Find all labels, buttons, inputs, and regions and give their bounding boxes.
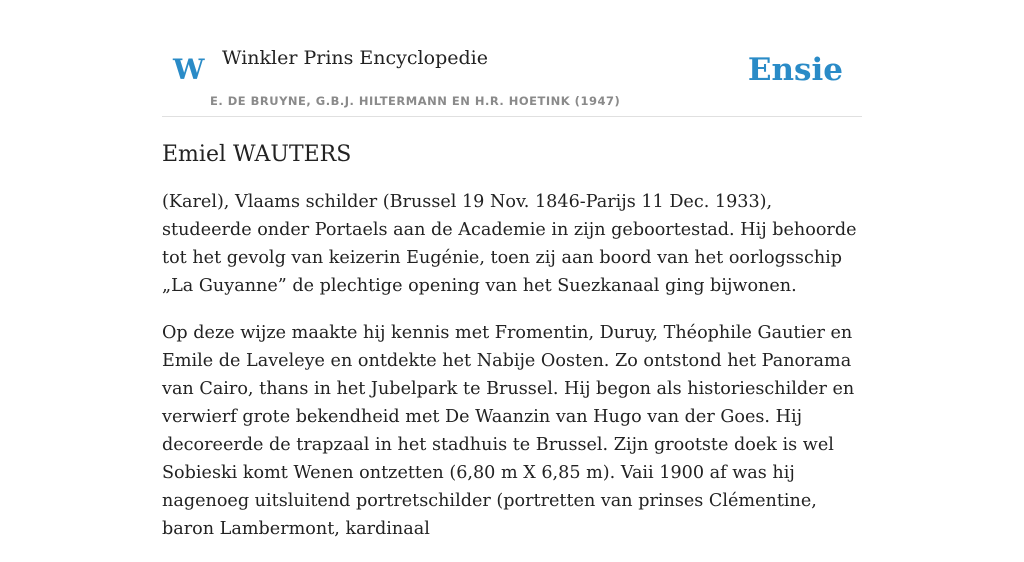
site-header (162, 0, 862, 117)
article-paragraph: (Karel), Vlaams schilder (Brussel 19 Nov. 1846-Parijs 11 Dec. 1933), studeerde onder Portaels aan de Academie in zijn geboortestad. Hij behoorde tot het gevolg van keizerin Eugénie, toen zij aan boord van het oorlogsschip „La Guyanne” de plechtige opening van het Suezkanaal ging bijwonen. (162, 192, 857, 296)
encyclopedia-authors: E. DE BRUYNE, G.B.J. HILTERMANN EN H.R. HOETINK (1947) (210, 94, 621, 108)
article-paragraph: Op deze wijze maakte hij kennis met Fromentin, Duruy, Théophile Gautier en Emile de Laveleye en ontdekte het Nabije Oosten. Zo ontstond het Panorama van Cairo, thans in het Jubelpark te Brussel. Hij begon als historieschilder en verwierf grote bekendheid met De Waanzin van Hugo van der Goes. Hij decoreerde de trapzaal in het stadhuis te Brussel. Zijn grootste doek is wel Sobieski komt Wenen ontzetten (6,80 m X 6,85 m). Vaii 1900 af was hij nagenoeg uitsluitend portretschilder (portretten van prinses Clémentine, baron Lambermont, kardinaal (162, 323, 855, 539)
winkler-prins-logo[interactable]: W (173, 53, 205, 86)
article (162, 136, 862, 562)
encyclopedia-title[interactable]: Winkler Prins Encyclopedie (222, 47, 488, 69)
article-title: Emiel WAUTERS (162, 142, 352, 167)
ensie-logo-link[interactable]: Ensie (747, 52, 843, 88)
